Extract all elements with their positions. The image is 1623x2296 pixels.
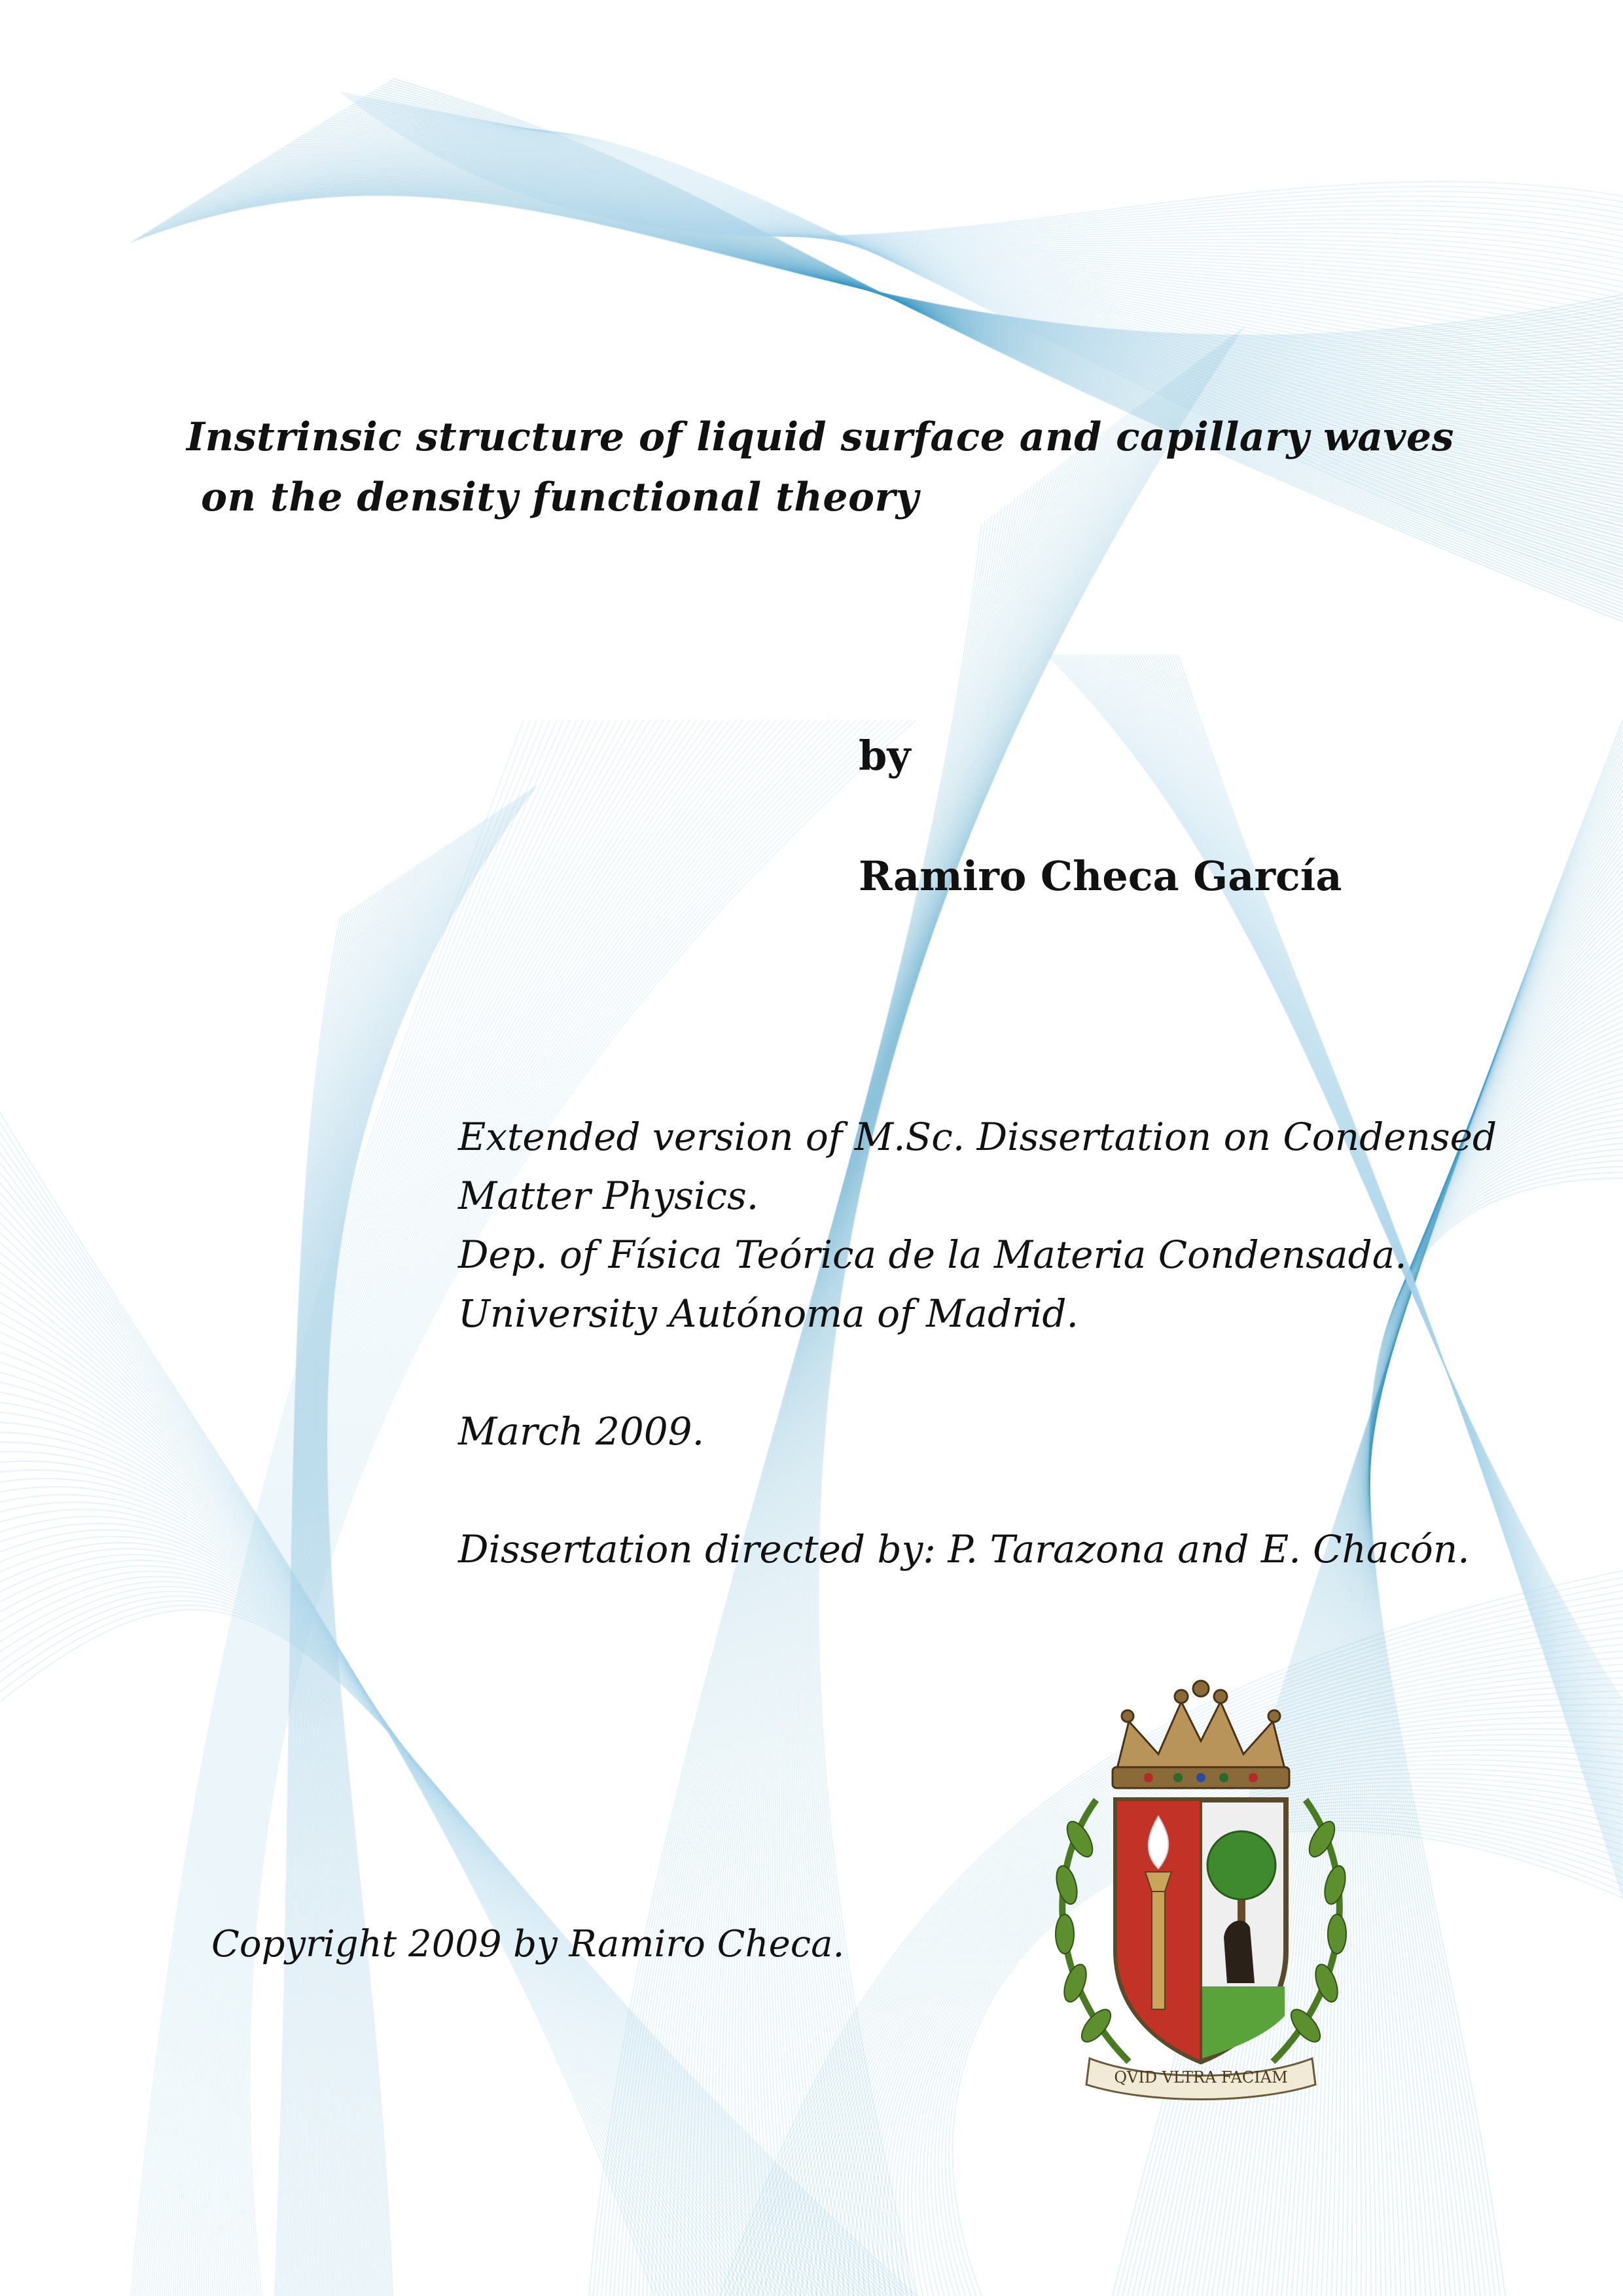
directors: Dissertation directed by: P. Tarazona and E. Chacón. [458, 1527, 1470, 1571]
details-line-3: Dep. of Física Teórica de la Materia Condensada. [458, 1232, 1407, 1277]
thesis-title-line-1: Instrinsic structure of liquid surface and capillary waves [187, 414, 1454, 460]
seal-motto: QVID VLTRA FACIAM [1114, 2068, 1288, 2087]
details-line-4: University Autónoma of Madrid. [458, 1291, 1079, 1336]
author-name: Ramiro Checa García [859, 852, 1342, 900]
details-line-1: Extended version of M.Sc. Dissertation on Condensed [458, 1115, 1497, 1159]
thesis-title [187, 407, 1454, 528]
by-label: by [859, 732, 911, 780]
copyright-notice: Copyright 2009 by Ramiro Checa. [211, 1923, 845, 1965]
details-line-2: Matter Physics. [458, 1174, 759, 1218]
thesis-title-line-2: on the density functional theory [201, 475, 919, 520]
university-coat-of-arms-icon [1018, 1676, 1384, 2108]
dissertation-details [458, 1107, 1497, 1579]
date: March 2009. [458, 1409, 705, 1454]
